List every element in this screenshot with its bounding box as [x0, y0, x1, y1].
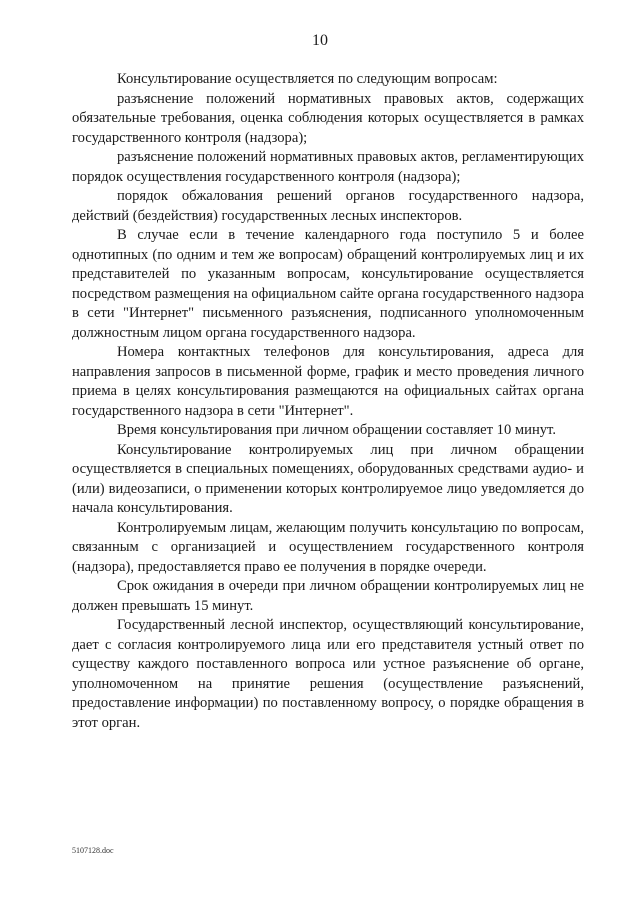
footer-filename: 5107128.doc	[72, 846, 114, 855]
document-body	[72, 70, 584, 733]
paragraph-recording: Консультирование контролируемых лиц при личном обращении осуществляется в специальных помещениях, оборудованных средствами аудио- и (или) видеозаписи, о применении которых контролируемое лицо уведомляется до начала консультирования.	[72, 441, 584, 516]
paragraph-topic-3: порядок обжалования решений органов государственного надзора, действий (бездействия) государственных лесных инспекторов.	[72, 188, 584, 224]
paragraph-queue-right: Контролируемым лицам, желающим получить консультацию по вопросам, связанным с организацией и осуществлением государственного контроля (надзора), предоставляется право ее получения в порядке очереди.	[72, 519, 584, 575]
paragraph-written-clarification: В случае если в течение календарного года поступило 5 и более однотипных (по одним и тем же вопросам) обращений контролируемых лиц и их представителей по указанным вопросам, консультирование осуществляется посредством размещения на официальном сайте органа государственного надзора в сети "Интернет" письменного разъяснения, подписанного уполномоченным должностным лицом органа государственного надзора.	[72, 227, 584, 341]
paragraph-topic-2: разъяснение положений нормативных правовых актов, регламентирующих порядок осуществления государственного контроля (надзора);	[72, 149, 584, 185]
paragraph-inspector-answer: Государственный лесной инспектор, осуществляющий консультирование, дает с согласия контролируемого лица или его представителя устный ответ по существу каждого поставленного вопроса или устное разъяснение об органе, уполномоченном на принятие решения (осуществление разъяснений, предоставление информации) по поставленному вопросу, о порядке обращения в этот орган.	[72, 617, 584, 731]
paragraph-consultation-topics-intro: Консультирование осуществляется по следующим вопросам:	[117, 71, 498, 87]
paragraph-contact-info: Номера контактных телефонов для консультирования, адреса для направления запросов в письменной форме, график и место проведения личного приема в целях консультирования размещаются на официальных сайтах органа государственного надзора в сети "Интернет".	[72, 344, 584, 419]
paragraph-topic-1: разъяснение положений нормативных правовых актов, содержащих обязательные требования, оценка соблюдения которых осуществляется в рамках государственного контроля (надзора);	[72, 90, 584, 146]
paragraph-queue-wait: Срок ожидания в очереди при личном обращении контролируемых лиц не должен превышать 15 минут.	[72, 578, 584, 614]
paragraph-consultation-time: Время консультирования при личном обращении составляет 10 минут.	[117, 422, 556, 438]
page-number: 10	[312, 32, 328, 49]
